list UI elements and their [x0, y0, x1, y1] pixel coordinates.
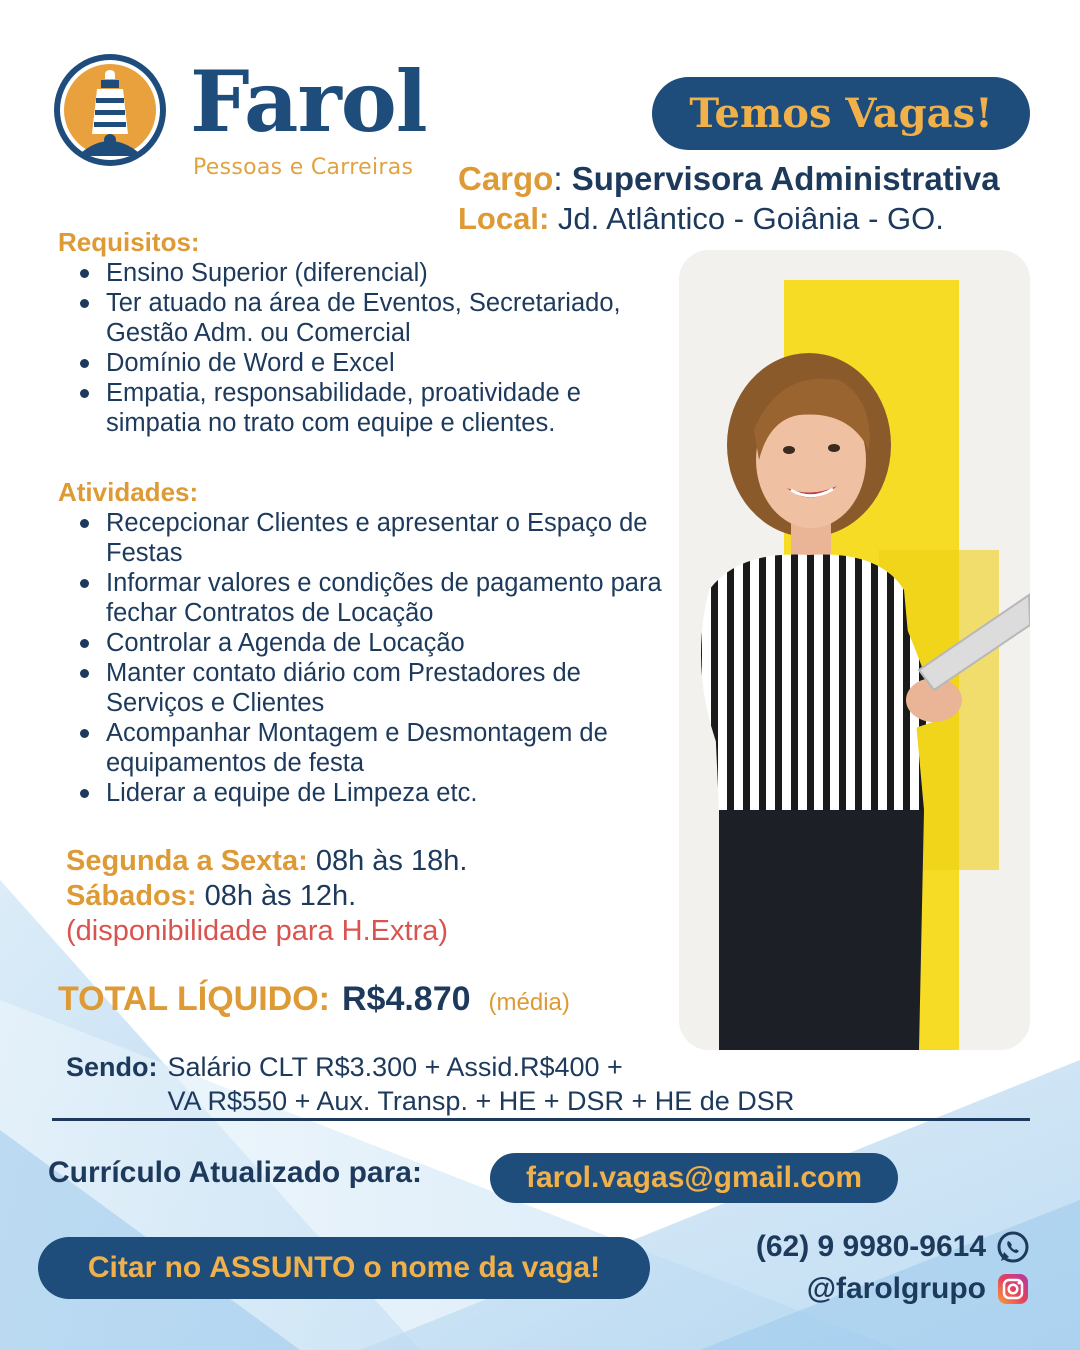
location-line	[458, 201, 944, 237]
saturday-hours: Sábados: 08h às 12h.	[66, 880, 357, 912]
list-item: Recepcionar Clientes e apresentar o Espaço de Festas	[58, 508, 678, 568]
divider	[52, 1118, 1030, 1121]
activities-list	[58, 508, 678, 808]
salary-total: TOTAL LÍQUIDO: R$4.870 (média)	[58, 980, 570, 1018]
brand-name: Farol	[190, 52, 427, 151]
list-item: Domínio de Word e Excel	[58, 348, 658, 378]
list-item: Ter atuado na área de Eventos, Secretariado, Gestão Adm. ou Comercial	[58, 288, 658, 348]
list-item: Acompanhar Montagem e Desmontagem de equipamentos de festa	[58, 718, 678, 778]
list-item: Liderar a equipe de Limpeza etc.	[58, 778, 678, 808]
weekday-hours: Segunda a Sexta: 08h às 18h.	[66, 845, 468, 877]
apply-label: Currículo Atualizado para:	[48, 1156, 422, 1189]
local-value: Jd. Atlântico - Goiânia - GO.	[557, 201, 944, 236]
list-item: Empatia, responsabilidade, proatividade e simpatia no trato com equipe e clientes.	[58, 378, 658, 438]
list-item: Controlar a Agenda de Locação	[58, 628, 678, 658]
instagram-contact[interactable]: @farolgrupo	[807, 1272, 1030, 1306]
requirements-list	[58, 258, 658, 438]
phone-contact[interactable]: (62) 9 9980-9614	[756, 1230, 1030, 1264]
cargo-label: Cargo	[458, 160, 554, 197]
farol-logo-icon	[52, 52, 168, 168]
requirements-title: Requisitos:	[58, 227, 200, 257]
instagram-icon	[996, 1272, 1030, 1306]
brand-tagline: Pessoas e Carreiras	[193, 155, 414, 180]
whatsapp-icon	[996, 1230, 1030, 1264]
cargo-value: Supervisora Administrativa	[571, 160, 1000, 197]
list-item: Manter contato diário com Prestadores de Serviços e Clientes	[58, 658, 678, 718]
activities-title: Atividades:	[58, 477, 199, 507]
list-item: Informar valores e condições de pagamento para fechar Contratos de Locação	[58, 568, 678, 628]
overtime-note: (disponibilidade para H.Extra)	[66, 915, 449, 947]
candidate-photo	[679, 250, 1030, 1050]
local-label: Local:	[458, 201, 550, 236]
hiring-badge: Temos Vagas!	[652, 77, 1030, 150]
subject-instruction: Citar no ASSUNTO o nome da vaga!	[38, 1237, 650, 1299]
salary-breakdown: Sendo: Salário CLT R$3.300 + Assid.R$400 + VA R$550 + Aux. Transp. + HE + DSR + HE de DSR	[66, 1052, 795, 1116]
list-item: Ensino Superior (diferencial)	[58, 258, 658, 288]
email-link[interactable]: farol.vagas@gmail.com	[490, 1153, 898, 1203]
job-title-line: Cargo: Supervisora Administrativa	[458, 160, 1000, 197]
